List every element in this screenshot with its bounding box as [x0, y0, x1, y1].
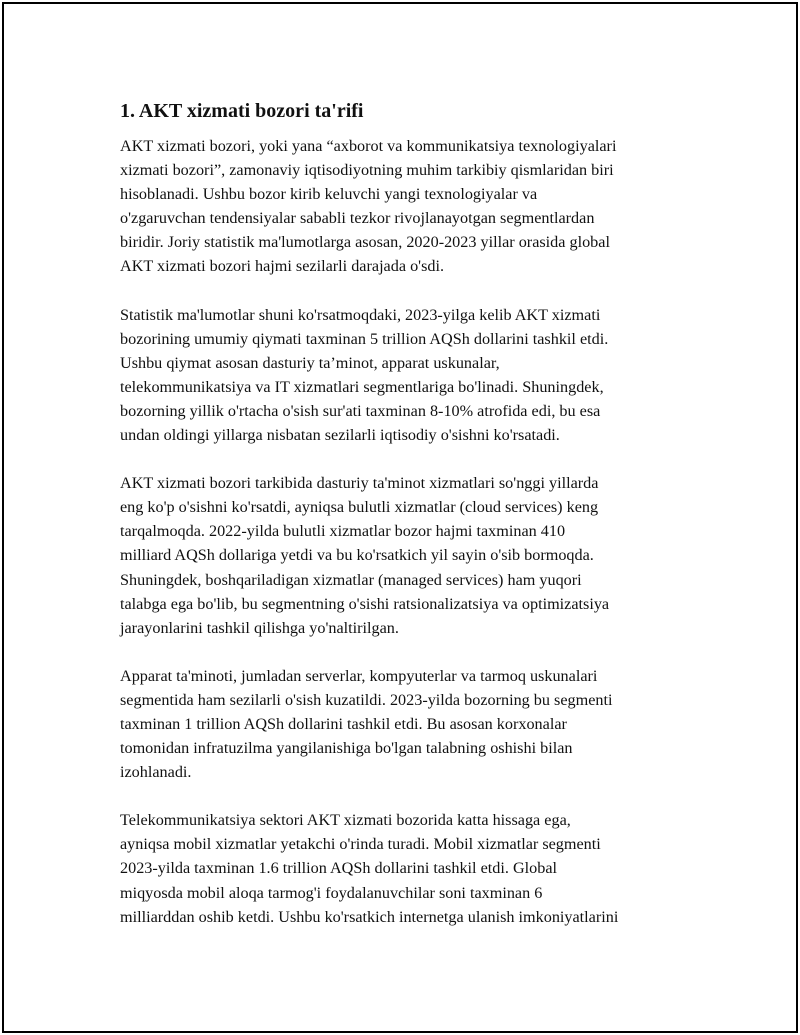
section-title: 1. AKT xizmati bozori ta'rifi — [120, 100, 364, 122]
paragraph-market-value: Statistik ma'lumotlar shuni ko'rsatmoqdaki, 2023-yilga kelib AKT xizmati bozorining umumiy qiymati taxminan 5 trillion AQSh dollarini tashkil etdi. Ushbu qiymat asosan dasturiy ta’minot, apparat uskunalar, telekommunikatsiya va IT xizmatlari segmentlariga bo'linadi. Shuningdek, bozorning yillik o'rtacha o'sish sur'ati taxminan 8-10% atrofida edi, bu esa undan oldingi yillarga nisbatan sezilarli iqtisodiy o'sishni ko'rsatadi. — [120, 305, 609, 445]
paragraph-market-definition: AKT xizmati bozori, yoki yana “axborot va kommunikatsiya texnologiyalari xizmati bozori”, zamonaviy iqtisodiyotning muhim tarkibiy qismlaridan biri hisoblanadi. Ushbu bozor kirib keluvchi yangi texnologiyalar va o'zgaruvchan tendensiyalar sababli tezkor rivojlanayotgan segmentlardan biridir. Joriy statistik ma'lumotlarga asosan, 2020-2023 yillar orasida global AKT xizmati bozori hajmi sezilarli darajada o'sdi. — [120, 137, 617, 276]
paragraph-hardware-segment: Apparat ta'minoti, jumladan serverlar, kompyuterlar va tarmoq uskunalari segmentida ham sezilarli o'sish kuzatildi. 2023-yilda bozorning bu segmenti taxminan 1 trillion AQSh dollarini tashkil etdi. Bu asosan korxonalar tomonidan infratuzilma yangilanishiga bo'lgan talabning oshishi bilan izohlanadi. — [120, 666, 613, 782]
document-body — [120, 97, 700, 953]
paragraph-telecom-sector: Telekommunikatsiya sektori AKT xizmati bozorida katta hissaga ega, ayniqsa mobil xizmatlar yetakchi o'rinda turadi. Mobil xizmatlar segmenti 2023-yilda taxminan 1.6 trillion AQSh dollarini tashkil etdi. Global miqyosda mobil aloqa tarmog'i foydalanuvchilar soni taxminan 6 milliarddan oshib ketdi. Ushbu ko'rsatkich internetga ulanish imkoniyatlarini — [120, 811, 619, 926]
paragraph-software-services: AKT xizmati bozori tarkibida dasturiy ta'minot xizmatlari so'nggi yillarda eng ko'p o'sishni ko'rsatdi, ayniqsa bulutli xizmatlar (cloud services) keng tarqalmoqda. 2022-yilda bulutli xizmatlar bozor hajmi taxminan 410 milliard AQSh dollariga yetdi va bu ko'rsatkich yil sayin o'sib bormoqda. Shuningdek, boshqariladigan xizmatlar (managed services) ham yuqori talabga ega bo'lib, bu segmentning o'sishi ratsionalizatsiya va optimizatsiya jarayonlarini tashkil qilishga yo'naltirilgan. — [120, 474, 610, 637]
document-page — [2, 2, 798, 1033]
